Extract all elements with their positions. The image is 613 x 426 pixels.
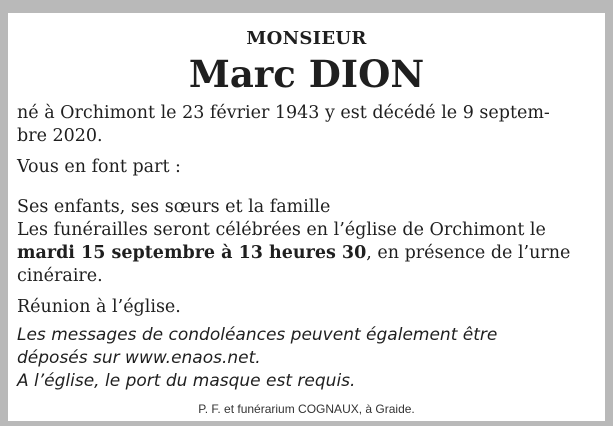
birth-line-2: bre 2020. [17,126,103,146]
condolences-paragraph [17,324,587,393]
funeral-line-1: Les funérailles seront célébrées en l’église de Orchimont le [17,220,546,240]
announcement: Vous en font part : [17,157,181,177]
funeral-line-3: cinéraire. [17,266,103,286]
birth-death-paragraph [17,102,587,148]
funeral-paragraph [17,219,587,288]
funeral-home-credit: P. F. et funérarium COGNAUX, à Graide. [198,402,415,416]
funeral-date: mardi 15 septembre à 13 heures 30 [17,243,367,263]
obituary-notice [8,13,605,421]
condolences-line-1: Les messages de condoléances peuvent également être [17,325,498,345]
deceased-name: Marc DION [188,52,425,96]
condolences-line-2: déposés sur www.enaos.net. [17,348,261,368]
birth-line-1: né à Orchimont le 23 février 1943 y est décédé le 9 septem- [17,103,550,123]
funeral-line-2-rest: , en présence de l’urne [366,243,571,263]
family-line: Ses enfants, ses sœurs et la famille [17,197,331,217]
salutation: MONSIEUR [246,28,367,49]
gathering-line: Réunion à l’église. [17,297,181,317]
mask-notice: A l’église, le port du masque est requis. [17,371,356,391]
